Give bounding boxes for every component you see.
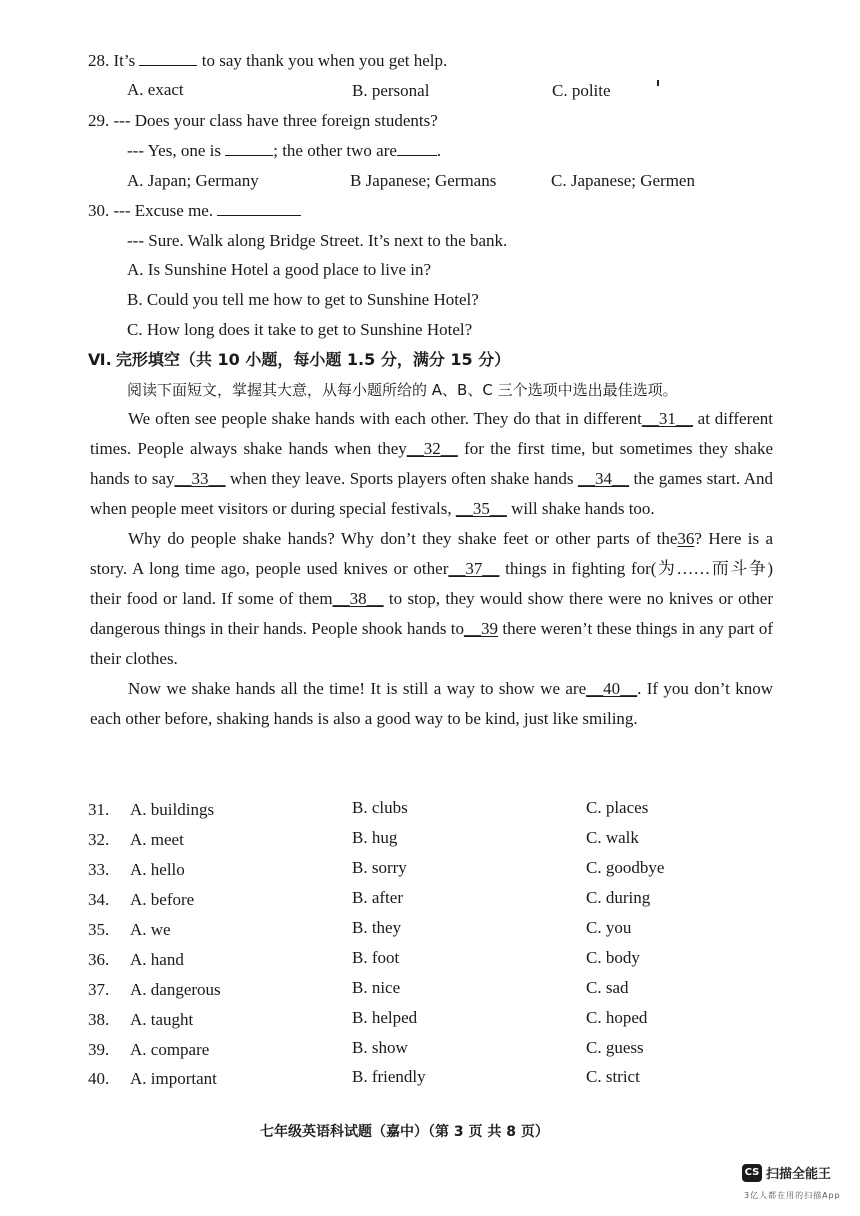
question-30-line2: --- Sure. Walk along Bridge Street. It’s next to the bank. [127, 231, 508, 250]
option-number: 38. [88, 1010, 110, 1029]
option-a: A. compare [130, 1040, 210, 1059]
option-a: A. dangerous [130, 980, 221, 999]
question-number: 29. [88, 111, 110, 130]
option-c: C. hoped [586, 1008, 648, 1027]
option-b: B. hug [352, 828, 398, 847]
blank-37: __37__ [448, 559, 500, 578]
q29-option-a: A. Japan; Germany [127, 171, 259, 190]
option-c: C. sad [586, 978, 629, 997]
blank-31: __31__ [641, 409, 693, 428]
section-instruction: 阅读下面短文，掌握其大意，从每小题所给的 A、B、C 三个选项中选出最佳选项。 [127, 381, 678, 399]
q28-option-a: A. exact [127, 80, 184, 99]
option-b: B. nice [352, 978, 401, 997]
option-c: C. guess [586, 1038, 644, 1057]
option-c: C. goodbye [586, 858, 665, 877]
q30-option-a: A. Is Sunshine Hotel a good place to live in? [127, 260, 432, 279]
answer-blank [225, 141, 273, 156]
q29-option-c: C. Japanese; Germen [551, 171, 695, 190]
question-29-line2: --- Yes, one is ; the other two are . [127, 141, 442, 160]
option-b: B. sorry [352, 858, 407, 877]
section-title: 完形填空（共 10 小题，每小题 1.5 分，满分 15 分） [115, 350, 511, 369]
q30-option-c: C. How long does it take to get to Sunshine Hotel? [127, 320, 473, 339]
question-number: 30. [88, 201, 110, 220]
option-number: 33. [88, 860, 110, 879]
blank-33: __33__ [174, 469, 226, 488]
option-a: A. hand [130, 950, 184, 969]
option-number: 37. [88, 980, 110, 999]
option-a: A. important [130, 1069, 217, 1088]
blank-32: __32__ [406, 439, 458, 458]
blank-40: __40__ [586, 679, 638, 698]
section-heading [88, 347, 510, 370]
option-number: 36. [88, 950, 110, 969]
q28-option-c: C. polite [552, 81, 611, 100]
option-c: C. you [586, 918, 632, 937]
option-number: 31. [88, 800, 110, 819]
option-b: B. friendly [352, 1067, 426, 1086]
option-c: C. during [586, 888, 651, 907]
paragraph-3: Now we shake hands all the time! It is still a way to show we are__40__. If you don’t know each other before, shaking hands is also a good way to be kind, just like smiling. [90, 679, 773, 728]
option-a: A. before [130, 890, 195, 909]
q29-option-b: B Japanese; Germans [350, 171, 497, 190]
option-c: C. strict [586, 1067, 640, 1086]
stray-mark [657, 80, 659, 86]
blank-39: __39 [464, 619, 499, 638]
option-number: 32. [88, 830, 110, 849]
question-29-line1: 29. --- Does your class have three foreign students? [88, 111, 438, 130]
option-a: A. meet [130, 830, 184, 849]
section-numeral: Ⅵ. [88, 350, 112, 369]
watermark-subtitle: 3亿人都在用的扫描App [744, 1191, 841, 1200]
paragraph-1: We often see people shake hands with each other. They do that in different__31__ at different times. People always shake hands when they__32__ for the first time, but sometimes they shake hands to say__33__ when they leave. Sports players often shake hands __34__ the games start. And when people meet visitors or during special festivals, __35__ will shake hands too. [90, 409, 774, 518]
option-b: B. they [352, 918, 402, 937]
option-a: A. we [130, 920, 171, 939]
question-number: 28. [88, 51, 110, 70]
page-footer: 七年级英语科试题（嘉中）（第 3 页 共 8 页） [260, 1124, 549, 1140]
blank-34: __34__ [578, 469, 630, 488]
option-c: C. body [586, 948, 640, 967]
answer-blank [397, 141, 437, 156]
option-number: 35. [88, 920, 110, 939]
option-b: B. foot [352, 948, 400, 967]
option-a: A. taught [130, 1010, 194, 1029]
q30-option-b: B. Could you tell me how to get to Sunshine Hotel? [127, 290, 479, 309]
option-number: 39. [88, 1040, 110, 1059]
option-number: 34. [88, 890, 110, 909]
blank-36: 36 [677, 529, 695, 548]
q28-option-b: B. personal [352, 81, 430, 100]
option-a: A. buildings [130, 800, 215, 819]
blank-35: __35__ [455, 499, 507, 518]
answer-blank [139, 51, 197, 66]
watermark-name: 扫描全能王 [766, 1167, 832, 1182]
question-28-stem: 28. It’s to say thank you when you get help. [88, 51, 448, 70]
option-number: 40. [88, 1069, 110, 1088]
option-c: C. places [586, 798, 649, 817]
question-30-line1: 30. --- Excuse me. [88, 200, 301, 222]
option-b: B. clubs [352, 798, 408, 817]
option-c: C. walk [586, 828, 639, 847]
paragraph-2: Why do people shake hands? Why don’t they shake feet or other parts of the36? Here is a story. A long time ago, people used knives or other__37__ things in fighting for(为……而斗争) their food or land. If some of them__38__ to stop, they would show there were no knives or other dangerous things in their hands. People shook hands to__39 there weren’t these things in any part of their clothes. [90, 529, 774, 668]
cloze-passage [90, 404, 773, 734]
option-b: B. show [352, 1038, 408, 1057]
option-a: A. hello [130, 860, 185, 879]
blank-38: __38__ [332, 589, 384, 608]
option-b: B. helped [352, 1008, 418, 1027]
answer-blank [217, 201, 301, 216]
option-b: B. after [352, 888, 403, 907]
camscanner-logo-icon: CS [742, 1164, 762, 1182]
